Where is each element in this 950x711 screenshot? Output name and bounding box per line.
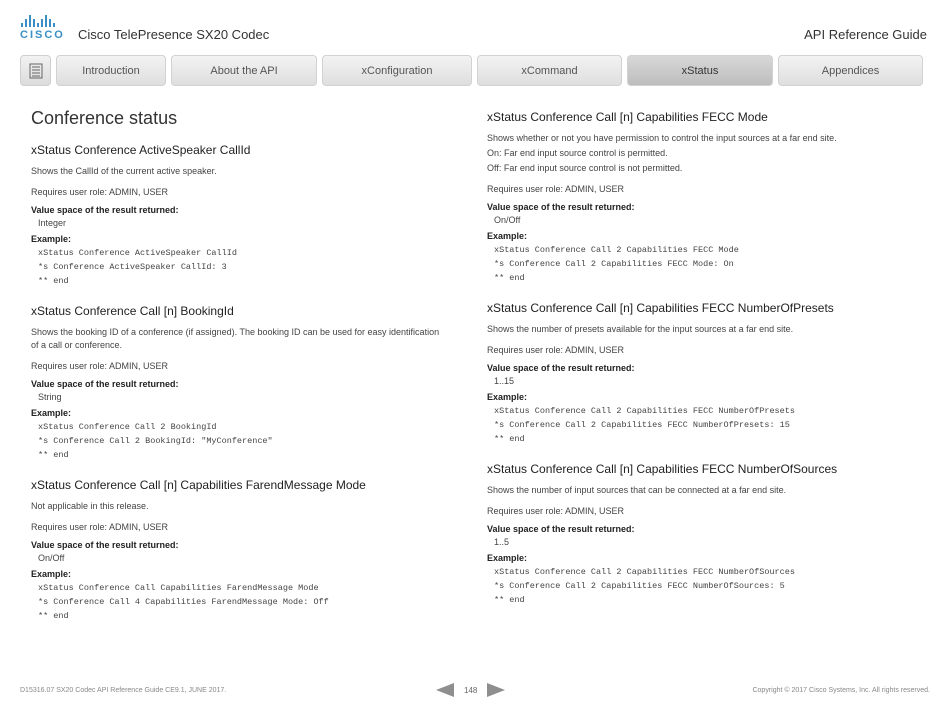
- pager: [436, 683, 505, 697]
- example-line: *s Conference Call 2 BookingId: "MyConference": [38, 436, 273, 446]
- status-entry: [31, 478, 441, 623]
- value-space: Integer: [38, 218, 67, 228]
- example-line: ** end: [494, 434, 525, 444]
- status-entry: [487, 110, 932, 285]
- value-space-label: Value space of the result returned:: [487, 363, 635, 373]
- value-space-label: Value space of the result returned:: [31, 205, 179, 215]
- example-line: *s Conference Call 2 Capabilities FECC NumberOfPresets: 15: [494, 420, 790, 430]
- user-role: Requires user role: ADMIN, USER: [31, 187, 169, 197]
- guide-title: API Reference Guide: [804, 27, 927, 42]
- tab-appendices[interactable]: Appendices: [778, 55, 923, 86]
- value-space: String: [38, 392, 62, 402]
- cisco-logo: [20, 15, 65, 43]
- example-line: ** end: [38, 611, 69, 621]
- entry-description: Off: Far end input source control is not permitted.: [487, 163, 683, 173]
- entry-heading: xStatus Conference Call [n] Capabilities FECC NumberOfSources: [487, 462, 838, 476]
- entry-description: On: Far end input source control is permitted.: [487, 148, 668, 158]
- example-line: ** end: [38, 276, 69, 286]
- value-space: 1..15: [494, 376, 515, 386]
- example-label: Example:: [487, 231, 528, 241]
- example-line: *s Conference ActiveSpeaker CallId: 3: [38, 262, 227, 272]
- user-role: Requires user role: ADMIN, USER: [487, 345, 625, 355]
- value-space-label: Value space of the result returned:: [487, 202, 635, 212]
- tab-xconfiguration[interactable]: xConfiguration: [322, 55, 472, 86]
- product-title: Cisco TelePresence SX20 Codec: [78, 27, 270, 42]
- logo-wordmark: CISCO: [20, 29, 65, 41]
- value-space: 1..5: [494, 537, 510, 547]
- status-entry: [31, 304, 441, 462]
- example-line: ** end: [494, 595, 525, 605]
- example-line: ** end: [38, 450, 69, 460]
- example-label: Example:: [487, 392, 528, 402]
- copyright: Copyright © 2017 Cisco Systems, Inc. All rights reserved.: [752, 687, 930, 694]
- example-line: xStatus Conference Call 2 Capabilities FECC NumberOfPresets: [494, 406, 795, 416]
- document-id: D15316.07 SX20 Codec API Reference Guide CE9.1, JUNE 2017.: [20, 687, 227, 694]
- value-space-label: Value space of the result returned:: [31, 540, 179, 550]
- example-line: *s Conference Call 4 Capabilities FarendMessage Mode: Off: [38, 597, 329, 607]
- entry-heading: xStatus Conference Call [n] Capabilities FarendMessage Mode: [31, 478, 366, 492]
- value-space-label: Value space of the result returned:: [31, 379, 179, 389]
- user-role: Requires user role: ADMIN, USER: [31, 522, 169, 532]
- right-column: [487, 104, 932, 623]
- entry-heading: xStatus Conference Call [n] Capabilities FECC NumberOfPresets: [487, 301, 834, 315]
- entry-heading: xStatus Conference ActiveSpeaker CallId: [31, 143, 251, 157]
- user-role: Requires user role: ADMIN, USER: [31, 361, 169, 371]
- example-label: Example:: [31, 234, 72, 244]
- user-role: Requires user role: ADMIN, USER: [487, 506, 625, 516]
- entry-heading: xStatus Conference Call [n] Capabilities FECC Mode: [487, 110, 768, 124]
- previous-page-icon[interactable]: [436, 683, 454, 697]
- tab-xstatus[interactable]: xStatus: [627, 55, 773, 86]
- tab-xcommand[interactable]: xCommand: [477, 55, 622, 86]
- entry-description: Shows the booking ID of a conference (if assigned). The booking ID can be used for easy identification of a call or conference.: [31, 327, 440, 350]
- entry-description: Shows the number of presets available for the input sources at a far end site.: [487, 324, 794, 334]
- example-line: xStatus Conference Call Capabilities FarendMessage Mode: [38, 583, 319, 593]
- value-space: On/Off: [494, 215, 521, 225]
- tab-introduction[interactable]: Introduction: [56, 55, 166, 86]
- page-title: Conference status: [31, 108, 178, 128]
- entry-heading: xStatus Conference Call [n] BookingId: [31, 304, 234, 318]
- example-label: Example:: [487, 553, 528, 563]
- example-line: *s Conference Call 2 Capabilities FECC NumberOfSources: 5: [494, 581, 785, 591]
- entry-description: Shows the CallId of the current active speaker.: [31, 166, 217, 176]
- contents-icon[interactable]: [20, 55, 51, 86]
- status-entry: [31, 143, 441, 288]
- user-role: Requires user role: ADMIN, USER: [487, 184, 625, 194]
- entry-description: Shows the number of input sources that can be connected at a far end site.: [487, 485, 787, 495]
- status-entry: [487, 462, 932, 607]
- example-line: xStatus Conference Call 2 Capabilities FECC NumberOfSources: [494, 567, 795, 577]
- entry-description: Shows whether or not you have permission to control the input sources at a far end site.: [487, 133, 837, 143]
- nav-tabs: [20, 55, 928, 86]
- value-space: On/Off: [38, 553, 65, 563]
- page-footer: [20, 685, 930, 701]
- example-line: ** end: [494, 273, 525, 283]
- example-line: xStatus Conference Call 2 Capabilities FECC Mode: [494, 245, 739, 255]
- tab-about-the-api[interactable]: About the API: [171, 55, 317, 86]
- value-space-label: Value space of the result returned:: [487, 524, 635, 534]
- page-number: 148: [464, 685, 478, 695]
- example-line: xStatus Conference ActiveSpeaker CallId: [38, 248, 237, 258]
- example-line: xStatus Conference Call 2 BookingId: [38, 422, 217, 432]
- next-page-icon[interactable]: [487, 683, 505, 697]
- example-label: Example:: [31, 569, 72, 579]
- example-line: *s Conference Call 2 Capabilities FECC Mode: On: [494, 259, 734, 269]
- left-column: [31, 104, 441, 639]
- example-label: Example:: [31, 408, 72, 418]
- entry-description: Not applicable in this release.: [31, 501, 149, 511]
- status-entry: [487, 301, 932, 446]
- page-header: [0, 0, 950, 50]
